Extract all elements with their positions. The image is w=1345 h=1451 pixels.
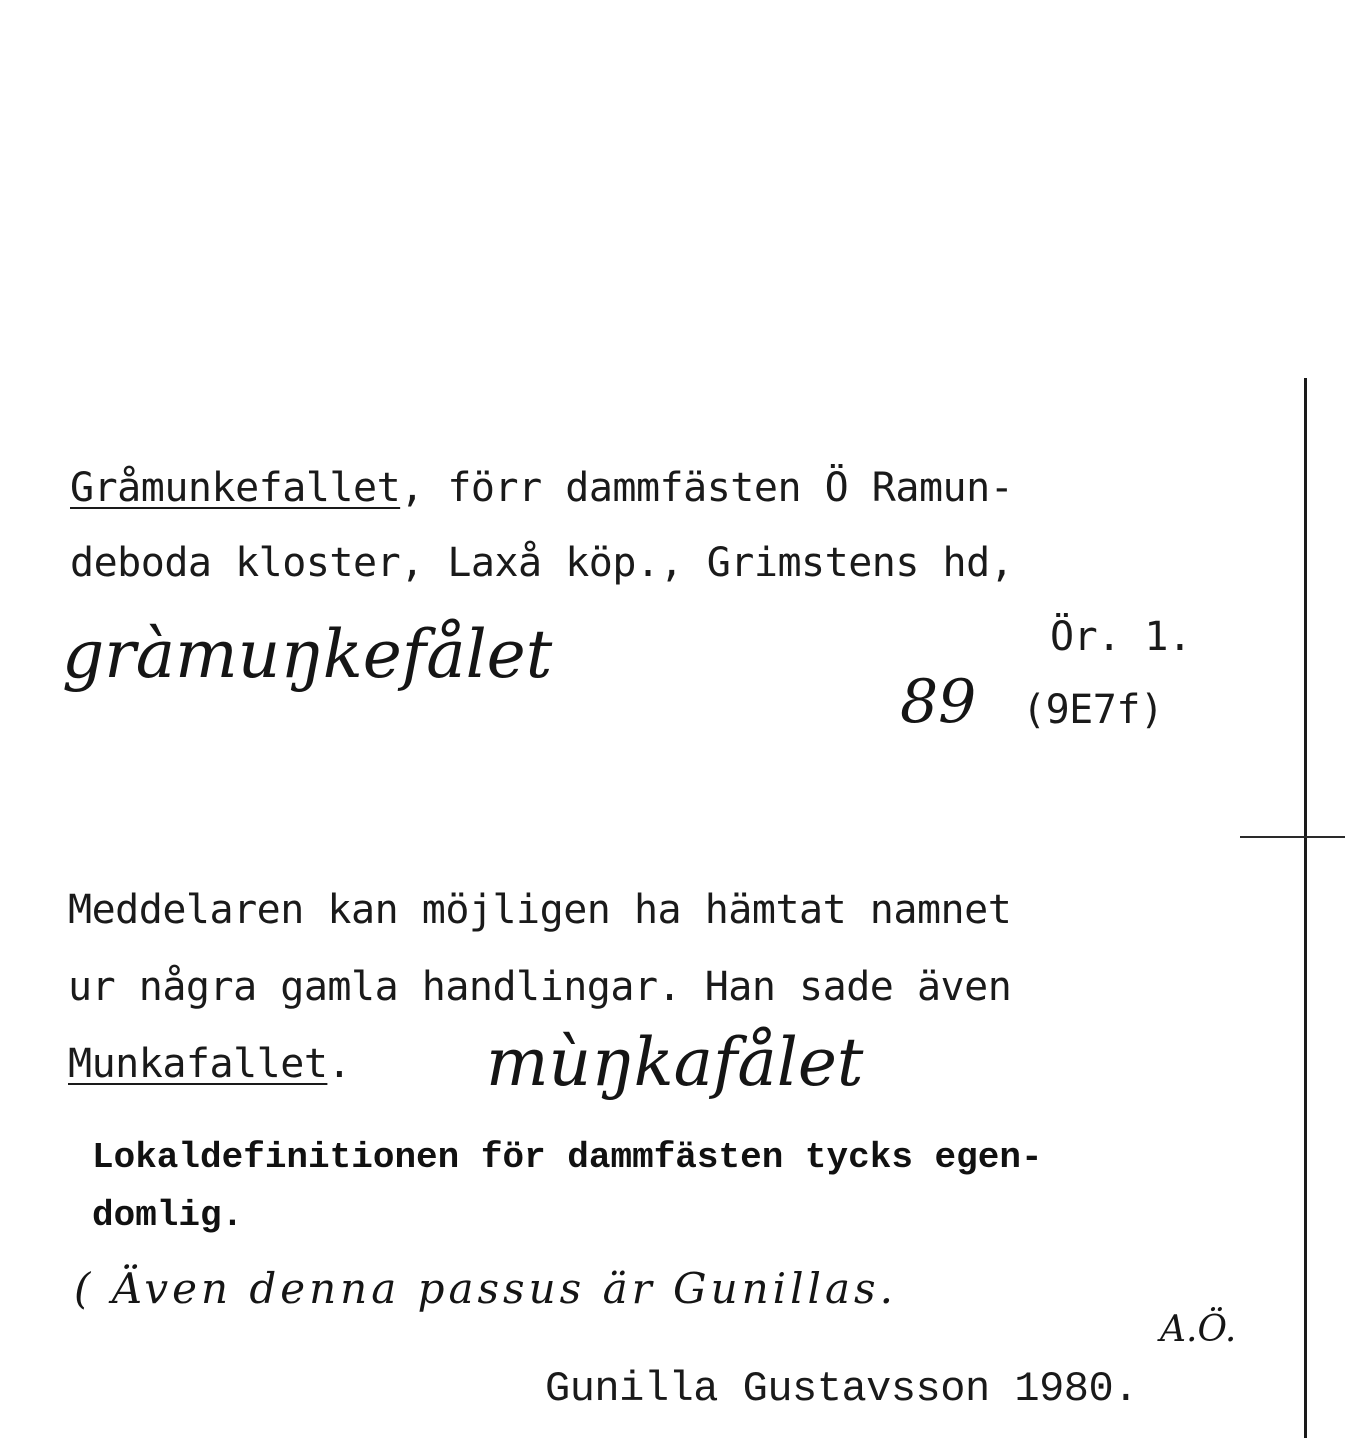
variant-name-term: Munkafallet xyxy=(68,1041,328,1087)
handwritten-pronunciation-2: mùŋkafålet xyxy=(486,1024,864,1101)
handwritten-initials: A.Ö. xyxy=(1160,1309,1237,1350)
paragraph-line-1: Meddelaren kan möjligen ha hämtat namnet xyxy=(68,887,1012,933)
place-name-description: , förr dammfästen Ö Ramun- xyxy=(400,465,1014,511)
reference-code: Ör. 1. xyxy=(1050,614,1192,660)
variant-name-period: . xyxy=(327,1041,351,1087)
handwritten-pronunciation-1: gràmuŋkefålet xyxy=(62,616,553,693)
handwritten-note: ( Även denna passus är Gunillas. xyxy=(74,1264,897,1313)
grid-reference: (9E7f) xyxy=(1022,687,1164,733)
card-edge-horizontal-mark xyxy=(1240,836,1345,838)
paragraph-line-2: ur några gamla handlingar. Han sade även xyxy=(68,964,1012,1010)
entry-location-line: deboda kloster, Laxå köp., Grimstens hd, xyxy=(70,540,1014,586)
card-edge-vertical-line xyxy=(1304,378,1307,1438)
paragraph-line-3 xyxy=(68,1041,351,1087)
signature-line: Gunilla Gustavsson 1980. xyxy=(545,1365,1138,1413)
entry-headline xyxy=(70,465,1014,511)
stamped-note-line-2: domlig. xyxy=(92,1195,244,1236)
handwritten-number: 89 xyxy=(900,667,977,737)
place-name-term: Gråmunkefallet xyxy=(70,465,401,511)
stamped-note-line-1: Lokaldefinitionen för dammfästen tycks egen- xyxy=(92,1137,1043,1178)
